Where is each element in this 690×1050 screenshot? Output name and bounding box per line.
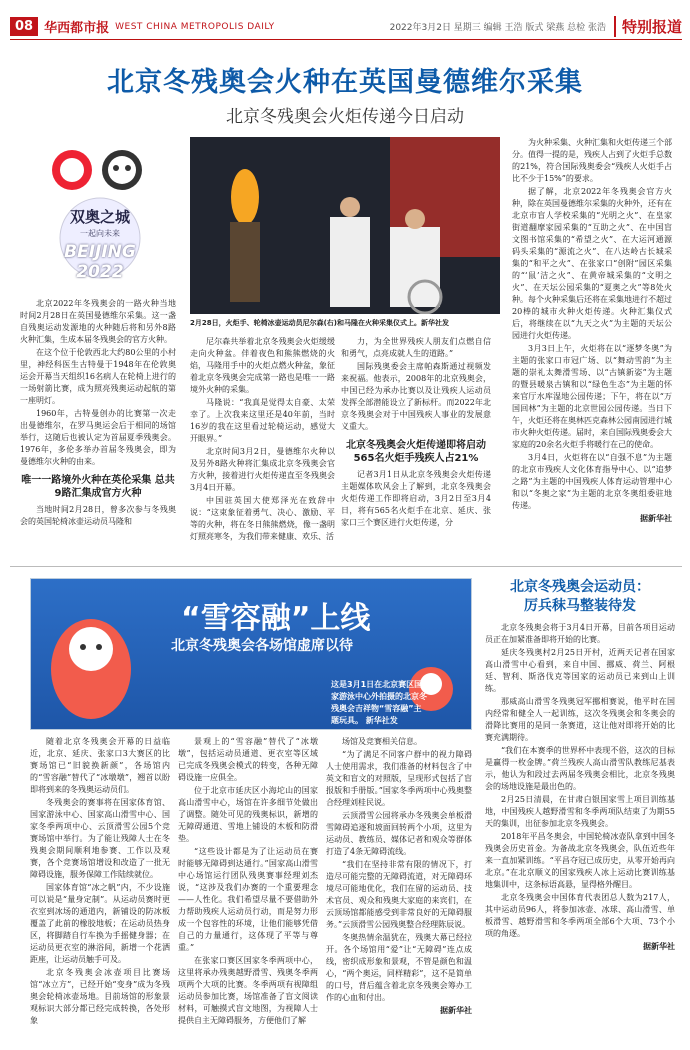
paragraph: 冬奥热情余温犹在，残奥大幕已经拉开。各个场馆用“爱”让“无障碍”连点成线，密织成形象和景观，不管是颜色和温心，“两个奥运，同样精彩”，这不是简单的口号，背后蕴含着北京冬残奥会筹办工作的心血和付出。 (326, 933, 472, 1002)
right-article-headline (485, 578, 675, 616)
paragraph: 3月3日上午，火炬将在以“逐梦冬奥”为主题的张家口市冠广场、以“舞动雪韵”为主题的崇礼太舞滑雪场、以“古镇新姿”为主题的暨县暖泉古镇和以“绿色生态”为主题的怀来官厅水库湿地公园传递；下午，将在以“万国回林”为主题的北京世园公园传递。当日下午，火炬还将在奥林匹克森林公园南园进行城市火种火炬传递。届时，来自国际残奥委会大家庭的20余名火炬手将暖行在己的使命。 (512, 344, 672, 449)
right-title-1: 北京冬残奥会运动员： (510, 579, 650, 595)
section-title: 特别报道 (614, 16, 682, 37)
banner-title: “雪容融”上线 (181, 601, 371, 636)
paragraph: 在这个位于伦敦西北大约80公里的小村里，神经科医生古特曼于1948年在伦敦奥运会开幕当天组织16名病人在轮椅上进行的一场射箭比赛，成为照亮残奥运动起航的第一座明灯。 (20, 348, 176, 405)
paragraph: 2月25日清晨，在甘肃白银国家雪上项目训练基地，中国残疾人越野滑雪和冬季两项队结束了为期55天的集训，出征参加北京冬残奥会。 (485, 795, 675, 828)
credit: 据新华社 (643, 942, 675, 951)
paragraph: 2018年平昌冬奥会，中国轮椅冰壶队拿到中国冬残奥会历史首金。为备战北京冬残奥会，队伍近些年来一直加紧训练。“平昌夺冠已成历史，从零开始再向北京。”在北京顺义的国家残疾人冰上运动比赛训练基地集训中，这条标语高悬，显得格外醒目。 (485, 832, 675, 889)
paragraph: 为火种采集、火种汇集和火炬传递三个部分。值得一提的是，残疾人占到了火炬手总数的21%，符合国际残奥委会“残疾人火炬手占比不少于15%”的要求。 (512, 138, 672, 183)
paragraph: 尼尔森共举着北京冬残奥会火炬缓缓走向火种盆。伴着夜色和熊熊燃烧的火焰，马隆用手中的火炬点燃火种盆，象征着北京冬残奥会完成第一路也是唯一一路境外火种的采集。 (190, 337, 335, 394)
paragraph: 那威高山滑雪冬残奥冠军挪相赛说，他平时在国内经常和健全人一起训练，这次冬残奥会和冬奥会的滑降比赛用的是同一条赛道，这让他对即将开始的比赛充满期待。 (485, 697, 675, 742)
paragraph: 随着北京冬残奥会开幕的日益临近，北京、延庆、张家口3大赛区的比赛场馆已“旧貌换新颜”，各场馆内的“雪容融”替代了“冰墩墩”，翘首以盼即将到来的冬残奥运动员们。 (30, 737, 170, 794)
article-bottom-column-2 (178, 736, 318, 1028)
paragraph: “我们在本赛季的世界杯中表现不俗，这次的目标是赢得一枚金牌。”荷兰残疾人高山滑雪队教练尼基表示，他认为和段过去两届冬残奥会相比，北京冬残奥会的场地设施是最出色的。 (485, 746, 675, 791)
paragraph: 力，为全世界残疾人朋友们点燃自信和勇气，点亮成就人生的道路。” (341, 337, 491, 358)
subheadline: 北京冬残奥会火炬传递今日启动 (226, 107, 464, 127)
paragraph: 北京冬残奥会冰壶项目比赛场馆“冰立方”，已经开始“变身”成为冬残奥会轮椅冰壶场地。目前场馆的形象景观标识大部分都已经完成转换，各处形象 (30, 968, 170, 1025)
issue-meta: 2022年3月2日 星期三 编辑 王浩 版式 梁燕 总检 张浩 (389, 23, 606, 33)
paragraph: 中国驻英国大使郑泽光在致辞中说：“这束象征着勇气、决心、激励、平等的火种，将在冬日熊熊燃烧，像一盏明灯照亮寒冬，为我们带来健康、欢乐、活 (190, 496, 335, 541)
paragraph: “我们在坚持非常有限的情况下，打造尽可能完整的无障碍流道，对无障碍环境尽可能地优化，我们在留的运动员、技术官员、观众和残奥大家庭的来宾们，在云顶场馆都能感受到非常良好的无障碍服务。”云顶滑雪公园残奥整合经理陈辰说。 (326, 860, 472, 929)
paragraph: 在张家口赛区国家冬季两项中心，这里将承办残奥越野滑雪、残奥冬季两项两个大项的比赛。冬季两项有视障组运动员参加比赛，场馆准备了盲文阅读材料，可触摸式盲文地图，为视障人士提供自主无障碍服务，方便他们了解 (178, 956, 318, 1025)
beijing-2022-logo (40, 140, 160, 290)
paper-name: 华西都市报 (44, 21, 110, 36)
paragraph: 国际残奥委会主席帕森斯通过视频发来祝福。他表示，2008年的北京残奥会，中国已经为承办比赛以及让残疾人运动员发挥全部潜能设立了新标杆。而2022年北京冬残奥会对于中国残疾人事业的发展意义重大。 (341, 362, 491, 431)
page-number: 08 (10, 17, 38, 36)
paragraph: “为了满足不同客户群中的视力障碍人士使用需求，我们准备的材料包含了中英文和盲文的对照版，呈现形式包括了盲报版和手册版。”国家冬季两项中心残奥整合经理刘桂民说。 (326, 750, 472, 807)
paragraph: 当地时间2月28日，曾多次参与冬残奥会的英国轮椅冰壶运动员马隆和 (20, 505, 176, 526)
paragraph: 场馆及竞赛相关信息。 (342, 737, 422, 746)
article-bottom-column-1 (30, 736, 170, 1028)
paragraph: 据了解，北京2022年冬残奥会官方火种，除在英国曼德维尔采集的火种外，还有在北京市盲人学校采集的“光明之火”、在皇家街道翻摩家园采集的“互助之火”、在中国盲文图书馆采集的“希望之火”、在大运河通源码头采集的“源流之火”、在八达岭古长城采集的“和平之火”、在张家口“创附”园区采集的“‘鼠’洁之火”、在黄帝城采集的“文明之火”、在天坛公园采集的“夏奥之火”等8处火种。每个火种采集后还将在采集地进行不超过20棒的城市火种火炬传递。火种汇集仪式后，将继续在以“九天之火”为主题的天坛公园进行火炬传递。 (512, 187, 672, 340)
paragraph: 北京2022年冬残奥会的一路火种当地时间2月28日在英国曼德维尔采集。这一盏自残奥运动发源地的火种随后将和另外8路火种汇集，生成本届冬残奥会的官方火种。 (20, 299, 176, 344)
subheading: 唯一一路境外火种在英伦采集 总共9路汇集成官方火种 (21, 475, 175, 499)
subheading: 北京冬残奥会火炬传递即将启动 565名火炬手残疾人占21% (346, 440, 486, 464)
paragraph: 3月4日，火炬将在以“自强不息”为主题的北京市残疾人文化体育指导中心、以“追梦之路”为主题的中国残疾人体育运动管理中心和以“冬奥之家”为主题的北京冬奥组委驻地传递。 (512, 453, 672, 510)
section-divider (10, 566, 682, 567)
article-bottom-column-3 (326, 736, 472, 1016)
credit: 据新华社 (440, 1006, 472, 1015)
photo-caption: 2月28日，火炬手、轮椅冰壶运动员尼尔森(右)和马隆在火种采集仪式上。新华社发 (190, 319, 450, 327)
headline: 北京冬残奥会火种在英国曼德维尔采集 (107, 67, 583, 98)
paragraph: 国家体育馆“冰之帆”内，不少设施可以说是“量身定制”。从运动员赛时更衣室到冰场的通道内，新铺设的防冰板覆盖了此前的橡胶地板；在运动员热身区，将脚踏自行车换为手摇健身器；在运动员更衣室的淋浴间，新增一个花洒距座，让运动员触手可及。 (30, 883, 170, 964)
paragraph: 北京时间3月2日，曼德维尔火种以及另外8路火种将汇集成北京冬残奥会官方火种，接着进行火炬传递直至冬残奥会3月4日开幕。 (190, 447, 335, 492)
paragraph: 1960年，古特曼创办的比赛第一次走出曼德维尔，在罗马奥运会后于相同的场馆举行，这随后也被认定为首届夏季残奥会。1976年，多伦多举办首届冬残奥会，即为曼德维尔火种的由来。 (20, 409, 176, 466)
article-column-3 (341, 336, 491, 530)
page-header (10, 14, 682, 40)
paragraph: 马隆说：“我真是觉得太自豪、太荣幸了。上次我来这里还是40年前，当时16岁的我在这里看过轮椅运动，感觉大开眼界。” (190, 398, 335, 443)
right-article-body (485, 622, 675, 952)
paragraph: 冬残奥会的赛事将在国家体育馆、国家游泳中心、国家高山滑雪中心、国家冬季两项中心、云顶滑雪公园5个竞赛场馆中举行。为了能让残障人士在冬残奥会期间顺利地参赛、工作以及观赛，各个竞赛场馆增设和改造了一批无障碍设施，服务保障工作陆续就位。 (30, 798, 170, 879)
right-title-2: 厉兵秣马整装待发 (524, 598, 636, 614)
paragraph: 记者3月1日从北京冬残奥会火炬传递主题媒体吹风会上了解到，北京冬残奥会火炬传递工作即将启动，3月2日至3月4日，将有565名火炬手在北京、延庆、张家口三个赛区进行火炬传递，分 (341, 470, 491, 527)
paragraph: 景观上的“雪容融”替代了“冰墩墩”，包括运动员通道、更衣室等区域已完成冬残奥会模式的转变，各种无障碍设施一应俱全。 (178, 737, 318, 782)
paragraph: 北京冬残奥会将于3月4日开幕，目前各项目运动员正在加紧准备即将开始的比赛。 (485, 623, 675, 644)
article-column-4 (512, 137, 672, 524)
paper-name-en: WEST CHINA METROPOLIS DAILY (115, 21, 275, 32)
flame-lighting-photo (190, 137, 500, 314)
article-column-2 (190, 336, 335, 544)
paragraph: 云顶滑雪公园将承办冬残奥会单板滑雪障碍追逐和坡面回转两个小项，这里为运动员、教练员、媒体记者和观众等群体打造了4条无障碍流线。 (326, 811, 472, 856)
article-column-1 (20, 298, 176, 529)
logo-text-1: 双奥之城 (69, 208, 130, 226)
paragraph: 北京冬残奥会中国体育代表团总人数为217人，其中运动员96人，将参加冰壶、冰球、高山滑雪、单板滑雪、越野滑雪和冬季两项全部6个大项、73个小项的角逐。 (485, 893, 675, 938)
banner-subtitle: 北京冬残奥会各场馆虚席以待 (171, 638, 353, 654)
paragraph: “这些设计都是为了让运动员在赛时能够无障碍到达通行。”国家高山滑雪中心场馆运行团队残奥赛事经理刘杰说，“这涉及我们办赛的一个重要理念——人性化。我们希望尽量不要借助外力帮助残疾人运动员行动，而是努力形成一个包容性的环境，让他们能够凭借自己的力量通行，这体现了平等与尊重。” (178, 847, 318, 952)
paragraph: 延庆冬残奥村2月25日开村，近两天记者在国家高山滑雪中心看到，来自中国、挪威、荷兰、阿根廷、智利、斯洛伐克等国家的运动员已来到山上训练。 (485, 648, 675, 693)
banner-caption: 这是3月1日在北京赛区国家游泳中心外拍摄的北京冬残奥会吉祥物“雪容融”主题玩具。 新华社发 (331, 680, 427, 725)
logo-text-2: 一起向未来 (80, 229, 120, 238)
credit: 据新华社 (640, 514, 672, 523)
mascot-banner (30, 578, 472, 730)
paragraph: 位于北京市延庆区小海坨山的国家高山滑雪中心，场馆在许多细节处做出了调整。随处可见的残奥标识，新增的无障碍通道、雪地上铺设的木板和防滑垫。 (178, 786, 318, 843)
logo-text-3: BEIJING 2022 (64, 242, 136, 282)
